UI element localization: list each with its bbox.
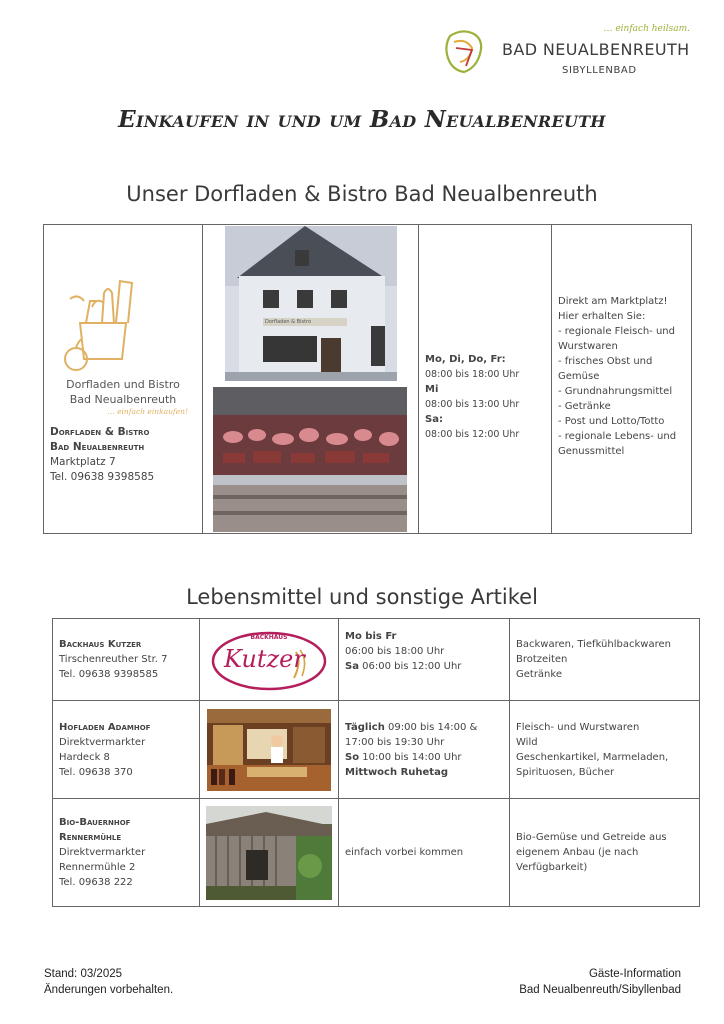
hours-time-1: 08:00 bis 18:00 Uhr xyxy=(425,369,520,380)
desc-line: Wild xyxy=(516,736,538,748)
dorfladen-building-photo xyxy=(225,226,397,381)
desc-line: - frisches Obst und Gemüse xyxy=(558,355,653,382)
dorfladen-shop-sign: Dorfladen & Bistro xyxy=(265,319,312,325)
shop-info: Direktvermarkter xyxy=(59,847,146,858)
footer-guest-info: Gäste-Information xyxy=(588,968,681,980)
desc-line: Backwaren, Tiefkühlbackwaren xyxy=(516,639,671,650)
hours-day-3: Sa: xyxy=(425,414,443,425)
shop-contact-cell xyxy=(53,799,200,907)
table-row xyxy=(53,619,700,701)
logo-tagline: … einfach heilsam. xyxy=(603,24,690,34)
hours-label: Täglich xyxy=(345,721,385,733)
shop-phone: Tel. 09638 9398585 xyxy=(59,669,159,680)
shop-address: Rennermühle 2 xyxy=(59,862,136,873)
shop-hours-cell xyxy=(339,619,510,701)
shop-name: Hofladen Adamhof xyxy=(59,721,151,733)
footer-note: Änderungen vorbehalten. xyxy=(44,984,174,996)
dorfladen-logo-tagline: … einfach einkaufen! xyxy=(107,407,188,416)
desc-line: Verfügbarkeit) xyxy=(516,862,588,873)
hours-label: Mo bis Fr xyxy=(345,631,397,642)
adamhof-photo xyxy=(207,709,331,791)
hours-value: 10:00 bis 14:00 Uhr xyxy=(359,751,462,763)
shop-contact-cell xyxy=(53,701,200,799)
footer-location: Bad Neualbenreuth/Sibyllenbad xyxy=(519,984,681,996)
kutzer-logo-cell xyxy=(200,619,339,701)
logo-name: BAD NEUALBENREUTH xyxy=(502,40,690,59)
shop-desc-cell xyxy=(510,701,700,799)
kutzer-logo xyxy=(210,628,328,692)
desc-line: - Getränke xyxy=(558,400,611,412)
hours-time-2: 08:00 bis 13:00 Uhr xyxy=(425,399,520,410)
dorfladen-hours-cell xyxy=(419,225,552,534)
hours-value: 17:00 bis 19:30 Uhr xyxy=(345,736,445,748)
hours-label: Mittwoch Ruhetag xyxy=(345,766,448,778)
shop-name: Backhaus Kutzer xyxy=(59,639,142,650)
kutzer-logo-small: BACKHAUS xyxy=(250,633,288,641)
shop-name: Bio-Bauernhof xyxy=(59,817,131,828)
desc-line: Getränke xyxy=(516,669,562,680)
desc-line: Bio-Gemüse und Getreide aus xyxy=(516,832,667,843)
shop-info: Direktvermarkter xyxy=(59,736,146,748)
heart-map-icon xyxy=(442,26,486,76)
shop-contact-cell xyxy=(53,619,200,701)
dorfladen-counter-photo xyxy=(213,387,407,532)
desc-line: eigenem Anbau (je nach xyxy=(516,847,639,858)
desc-line: - Grundnahrungsmittel xyxy=(558,385,673,397)
hours-time-3: 08:00 bis 12:00 Uhr xyxy=(425,429,520,440)
hours-value: 06:00 bis 18:00 Uhr xyxy=(345,646,445,657)
shop-name: Rennermühle xyxy=(59,832,122,843)
desc-line: - regionale Lebens- und xyxy=(558,430,677,442)
footer-left xyxy=(44,966,173,998)
hours-label: So xyxy=(345,751,360,763)
dorfladen-name2: Bad Neualbenreuth xyxy=(50,441,145,453)
hours-value: 09:00 bis 14:00 & xyxy=(384,721,478,733)
hours-value: 06:00 bis 12:00 Uhr xyxy=(358,661,462,672)
shop-address: Hardeck 8 xyxy=(59,751,110,763)
page-title: Einkaufen in und um Bad Neualbenreuth xyxy=(118,106,606,133)
dorfladen-contact-cell xyxy=(44,225,203,534)
rennermuehle-photo xyxy=(206,806,332,900)
shop-phone: Tel. 09638 222 xyxy=(59,877,133,888)
desc-line: Hier erhalten Sie: xyxy=(558,310,646,322)
shop-desc-cell xyxy=(510,799,700,907)
hours-value: einfach vorbei kommen xyxy=(345,847,464,858)
adamhof-photo-cell xyxy=(200,701,339,799)
section1-title: Unser Dorfladen & Bistro Bad Neualbenreuth xyxy=(126,182,598,206)
table-row xyxy=(53,701,700,799)
shop-address: Tirschenreuther Str. 7 xyxy=(59,654,168,665)
dorfladen-table xyxy=(43,224,692,534)
footer-right xyxy=(519,966,681,998)
desc-line: - Post und Lotto/Totto xyxy=(558,415,665,427)
desc-line: Spirituosen, Bücher xyxy=(516,766,615,778)
grocery-bag-icon xyxy=(62,273,146,373)
desc-line: - regionale Fleisch- und xyxy=(558,325,675,337)
dorfladen-logo-line2: Bad Neualbenreuth xyxy=(69,393,177,406)
dorfladen-phone: Tel. 09638 9398585 xyxy=(50,471,155,483)
section2-title: Lebensmittel und sonstige Artikel xyxy=(186,585,538,609)
desc-line: Direkt am Marktplatz! xyxy=(558,295,668,307)
brand-logo xyxy=(438,26,708,80)
shops-table xyxy=(52,618,700,907)
rennermuehle-photo-cell xyxy=(200,799,339,907)
hours-label: Sa xyxy=(345,661,359,672)
hours-day-1: Mo, Di, Do, Fr: xyxy=(425,354,506,365)
desc-line: Geschenkartikel, Marmeladen, xyxy=(516,751,669,763)
table-row xyxy=(53,799,700,907)
desc-line: Brotzeiten xyxy=(516,654,568,665)
desc-line: Genussmittel xyxy=(558,445,625,457)
logo-subtitle: SIBYLLENBAD xyxy=(562,65,637,76)
desc-line: Fleisch- und Wurstwaren xyxy=(516,721,640,733)
kutzer-logo-big: Kutzer xyxy=(224,644,305,673)
shop-hours-cell xyxy=(339,799,510,907)
dorfladen-street: Marktplatz 7 xyxy=(50,456,116,468)
shop-phone: Tel. 09638 370 xyxy=(59,766,133,778)
dorfladen-logo-line1: Dorfladen und Bistro xyxy=(66,378,180,391)
dorfladen-desc-cell xyxy=(552,225,692,534)
dorfladen-name1: Dorfladen & Bistro xyxy=(50,426,150,438)
hours-day-2: Mi xyxy=(425,384,439,395)
desc-line: Wurstwaren xyxy=(558,340,618,352)
footer-date: Stand: 03/2025 xyxy=(44,968,123,980)
dorfladen-photo-cell xyxy=(203,225,419,534)
shop-desc-cell xyxy=(510,619,700,701)
shop-hours-cell xyxy=(339,701,510,799)
